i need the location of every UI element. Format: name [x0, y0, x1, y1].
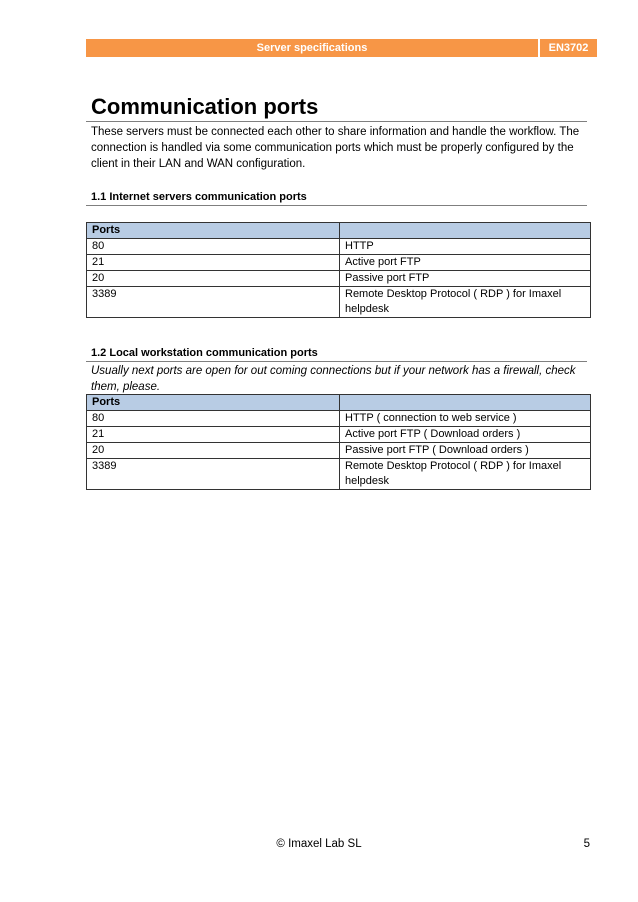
port-cell: 21: [87, 427, 340, 443]
port-cell: 21: [87, 255, 340, 271]
internet-heading-rule: [86, 205, 587, 206]
table-row: [87, 271, 591, 287]
table-row: [87, 427, 591, 443]
document-code: EN3702: [548, 42, 589, 54]
description-cell: Passive port FTP: [340, 271, 591, 287]
port-cell: 3389: [87, 459, 340, 490]
local-ports-table: [86, 394, 591, 490]
firewall-note: Usually next ports are open for out coming connections but if your network has a firewall, check them, please.: [91, 365, 576, 393]
port-cell: 80: [87, 239, 340, 255]
local-heading-rule: [86, 361, 587, 362]
table-row: [87, 459, 591, 490]
intro-paragraph: These servers must be connected each other to share information and handle the workflow. The connection is handled via some communication ports which must be properly configured by the client in their LAN and WAN configuration.: [91, 126, 580, 170]
description-cell: Remote Desktop Protocol ( RDP ) for Imaxel helpdesk: [340, 287, 591, 318]
column-header-ports: Ports: [87, 395, 340, 411]
port-cell: 20: [87, 271, 340, 287]
table-header-row: [87, 223, 591, 239]
column-header-ports: Ports: [87, 223, 340, 239]
column-header-description: [340, 395, 591, 411]
local-ports-heading: 1.2 Local workstation communication ports: [91, 347, 318, 359]
table-row: [87, 255, 591, 271]
port-cell: 20: [87, 443, 340, 459]
description-cell: HTTP: [340, 239, 591, 255]
table-row: [87, 287, 591, 318]
section-title: Communication ports: [91, 94, 319, 119]
table-row: [87, 443, 591, 459]
description-cell: Active port FTP: [340, 255, 591, 271]
port-cell: 80: [87, 411, 340, 427]
column-header-description: [340, 223, 591, 239]
table-row: [87, 411, 591, 427]
internet-ports-heading: 1.1 Internet servers communication ports: [91, 191, 307, 203]
table-row: [87, 239, 591, 255]
port-cell: 3389: [87, 287, 340, 318]
description-cell: Active port FTP ( Download orders ): [340, 427, 591, 443]
table-header-row: [87, 395, 591, 411]
description-cell: Passive port FTP ( Download orders ): [340, 443, 591, 459]
header-title: Server specifications: [256, 42, 368, 54]
page-header: [86, 39, 597, 57]
internet-ports-table: [86, 222, 591, 318]
description-cell: HTTP ( connection to web service ): [340, 411, 591, 427]
footer-copyright: © Imaxel Lab SL: [276, 838, 362, 850]
title-rule: [86, 121, 587, 122]
page-number: 5: [583, 838, 590, 850]
description-cell: Remote Desktop Protocol ( RDP ) for Imaxel helpdesk: [340, 459, 591, 490]
